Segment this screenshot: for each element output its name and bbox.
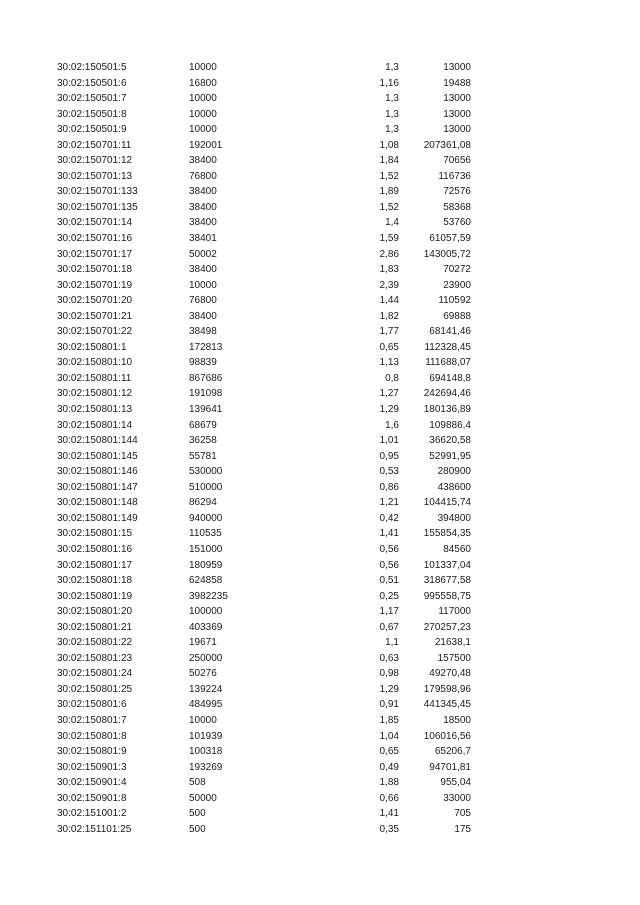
area-cell: 38400 [189, 310, 217, 322]
area-cell: 10000 [189, 62, 217, 73]
value-cell: 157500 [437, 652, 471, 664]
value-cell: 705 [454, 808, 471, 820]
coefficient-cell: 1,4 [385, 217, 399, 229]
coefficient-cell: 1,88 [379, 777, 399, 789]
data-table [0, 60, 640, 837]
area-cell: 10000 [189, 108, 217, 120]
area-cell: 86294 [189, 497, 217, 509]
table-row [0, 309, 640, 325]
area-cell: 38400 [189, 201, 217, 213]
cadastral-number-cell: 30:02:150701:19 [57, 279, 133, 291]
coefficient-cell: 2,86 [379, 248, 399, 260]
area-cell: 10000 [189, 714, 217, 726]
value-cell: 13000 [443, 124, 471, 136]
cadastral-number-cell: 30:02:150501:5 [57, 62, 127, 73]
coefficient-cell: 1,84 [379, 155, 399, 167]
area-cell: 38401 [189, 233, 217, 245]
value-cell: 23900 [443, 279, 471, 291]
area-cell: 500 [189, 823, 206, 835]
table-row [0, 60, 640, 76]
coefficient-cell: 0,91 [379, 699, 399, 711]
table-row [0, 760, 640, 776]
cadastral-number-cell: 30:02:150801:17 [57, 559, 133, 571]
cadastral-number-cell: 30:02:150801:13 [57, 404, 133, 416]
area-cell: 38400 [189, 186, 217, 198]
area-cell: 38400 [189, 264, 217, 276]
coefficient-cell: 0,65 [379, 746, 399, 758]
coefficient-cell: 1,77 [379, 326, 399, 338]
value-cell: 109886,4 [429, 419, 471, 431]
value-cell: 270257,23 [423, 621, 471, 633]
cadastral-number-cell: 30:02:150701:16 [57, 233, 133, 245]
cadastral-number-cell: 30:02:150701:135 [57, 201, 138, 213]
area-cell: 38400 [189, 155, 217, 167]
coefficient-cell: 1,41 [379, 808, 399, 820]
area-cell: 38498 [189, 326, 217, 338]
area-cell: 50002 [189, 248, 217, 260]
cadastral-number-cell: 30:02:150801:23 [57, 652, 133, 664]
value-cell: 111688,07 [425, 357, 471, 369]
table-row [0, 340, 640, 356]
table-row [0, 480, 640, 496]
coefficient-cell: 0,65 [379, 341, 399, 353]
table-row [0, 418, 640, 434]
value-cell: 53760 [443, 217, 471, 229]
value-cell: 19488 [443, 77, 471, 89]
table-row [0, 729, 640, 745]
cadastral-number-cell: 30:02:150801:25 [57, 683, 133, 695]
cadastral-number-cell: 30:02:150801:11 [57, 372, 132, 384]
area-cell: 191098 [189, 388, 223, 400]
table-row [0, 604, 640, 620]
cadastral-number-cell: 30:02:150801:148 [57, 497, 138, 509]
coefficient-cell: 1,27 [379, 388, 399, 400]
cadastral-number-cell: 30:02:150801:20 [57, 606, 133, 618]
coefficient-cell: 1,52 [379, 170, 399, 182]
value-cell: 36620,58 [429, 435, 471, 447]
cadastral-number-cell: 30:02:150801:149 [57, 512, 138, 524]
coefficient-cell: 1,3 [385, 124, 399, 136]
coefficient-cell: 1,29 [379, 683, 399, 695]
table-row [0, 247, 640, 263]
cadastral-number-cell: 30:02:150701:12 [57, 155, 133, 167]
cadastral-number-cell: 30:02:150801:16 [57, 543, 133, 555]
coefficient-cell: 0,8 [385, 372, 399, 384]
table-row [0, 775, 640, 791]
value-cell: 58368 [443, 201, 471, 213]
cadastral-number-cell: 30:02:150501:6 [57, 77, 127, 89]
table-row [0, 293, 640, 309]
table-row [0, 91, 640, 107]
area-cell: 484995 [189, 699, 223, 711]
coefficient-cell: 1,85 [379, 714, 399, 726]
value-cell: 694148,8 [429, 372, 471, 384]
value-cell: 441345,45 [423, 699, 471, 711]
table-row [0, 651, 640, 667]
value-cell: 69888 [443, 310, 471, 322]
table-row [0, 433, 640, 449]
cadastral-number-cell: 30:02:150801:8 [57, 730, 127, 742]
area-cell: 510000 [189, 481, 223, 493]
cadastral-number-cell: 30:02:150701:18 [57, 264, 133, 276]
coefficient-cell: 1,17 [379, 606, 399, 618]
value-cell: 280900 [437, 466, 471, 478]
table-row [0, 806, 640, 822]
value-cell: 116736 [438, 170, 471, 182]
cadastral-number-cell: 30:02:150701:11 [57, 139, 132, 151]
table-row [0, 215, 640, 231]
value-cell: 21638,1 [434, 637, 471, 649]
cadastral-number-cell: 30:02:150801:24 [57, 668, 133, 680]
cadastral-number-cell: 30:02:150801:7 [57, 714, 127, 726]
cadastral-number-cell: 30:02:150701:21 [57, 310, 133, 322]
table-row [0, 511, 640, 527]
coefficient-cell: 1,16 [379, 77, 399, 89]
value-cell: 955,04 [440, 777, 471, 789]
coefficient-cell: 0,49 [379, 761, 399, 773]
table-row [0, 822, 640, 838]
coefficient-cell: 0,35 [379, 823, 399, 835]
cadastral-number-cell: 30:02:150701:20 [57, 295, 133, 307]
area-cell: 50000 [189, 792, 217, 804]
table-row [0, 526, 640, 542]
value-cell: 72576 [443, 186, 471, 198]
table-row [0, 122, 640, 138]
value-cell: 207361,08 [423, 139, 471, 151]
table-row [0, 262, 640, 278]
cadastral-number-cell: 30:02:150701:13 [57, 170, 133, 182]
cadastral-number-cell: 30:02:150801:146 [57, 466, 138, 478]
table-row [0, 184, 640, 200]
coefficient-cell: 0,66 [379, 792, 399, 804]
table-row [0, 589, 640, 605]
coefficient-cell: 1,83 [379, 264, 399, 276]
area-cell: 10000 [189, 93, 217, 105]
area-cell: 250000 [189, 652, 223, 664]
cadastral-number-cell: 30:02:151101:25 [57, 823, 132, 835]
coefficient-cell: 1,3 [385, 108, 399, 120]
value-cell: 117000 [438, 606, 471, 618]
area-cell: 16800 [189, 77, 217, 89]
table-row [0, 402, 640, 418]
area-cell: 19671 [189, 637, 217, 649]
cadastral-number-cell: 30:02:151001:2 [57, 808, 127, 820]
coefficient-cell: 0,51 [379, 575, 399, 587]
value-cell: 61057,59 [429, 233, 471, 245]
cadastral-number-cell: 30:02:150801:15 [57, 528, 133, 540]
value-cell: 94701,81 [429, 761, 471, 773]
table-row [0, 791, 640, 807]
cadastral-number-cell: 30:02:150901:4 [57, 777, 127, 789]
table-row [0, 573, 640, 589]
area-cell: 76800 [189, 295, 217, 307]
table-row [0, 682, 640, 698]
table-row [0, 386, 640, 402]
area-cell: 50276 [189, 668, 217, 680]
cadastral-number-cell: 30:02:150801:9 [57, 746, 127, 758]
cadastral-number-cell: 30:02:150801:14 [57, 419, 133, 431]
area-cell: 38400 [189, 217, 217, 229]
area-cell: 100000 [189, 606, 223, 618]
value-cell: 49270,48 [429, 668, 471, 680]
coefficient-cell: 2,39 [379, 279, 399, 291]
cadastral-number-cell: 30:02:150801:144 [57, 435, 138, 447]
cadastral-number-cell: 30:02:150501:7 [57, 93, 127, 105]
area-cell: 55781 [189, 450, 217, 462]
table-row [0, 449, 640, 465]
table-row [0, 169, 640, 185]
cadastral-number-cell: 30:02:150801:21 [57, 621, 133, 633]
value-cell: 13000 [443, 108, 471, 120]
area-cell: 10000 [189, 279, 217, 291]
coefficient-cell: 0,25 [379, 590, 399, 602]
cadastral-number-cell: 30:02:150801:19 [57, 590, 133, 602]
area-cell: 180959 [189, 559, 223, 571]
table-row [0, 278, 640, 294]
area-cell: 508 [189, 777, 206, 789]
table-row [0, 464, 640, 480]
coefficient-cell: 1,08 [379, 139, 399, 151]
cadastral-number-cell: 30:02:150801:147 [57, 481, 138, 493]
area-cell: 100318 [189, 746, 223, 758]
coefficient-cell: 1,13 [379, 357, 399, 369]
value-cell: 179598,96 [423, 683, 471, 695]
coefficient-cell: 0,95 [379, 450, 399, 462]
coefficient-cell: 1,01 [379, 435, 399, 447]
cadastral-number-cell: 30:02:150801:10 [57, 357, 133, 369]
value-cell: 104415,74 [423, 497, 471, 509]
area-cell: 68679 [189, 419, 217, 431]
area-cell: 403369 [189, 621, 223, 633]
coefficient-cell: 0,98 [379, 668, 399, 680]
cadastral-number-cell: 30:02:150801:18 [57, 575, 133, 587]
coefficient-cell: 1,04 [379, 730, 399, 742]
value-cell: 84560 [443, 543, 471, 555]
value-cell: 18500 [443, 714, 471, 726]
cadastral-number-cell: 30:02:150801:12 [57, 388, 133, 400]
coefficient-cell: 0,86 [379, 481, 399, 493]
table-row [0, 542, 640, 558]
coefficient-cell: 1,89 [379, 186, 399, 198]
value-cell: 68141,46 [429, 326, 471, 338]
value-cell: 101337,04 [423, 559, 471, 571]
coefficient-cell: 0,67 [379, 621, 399, 633]
value-cell: 394800 [437, 512, 471, 524]
coefficient-cell: 1,3 [385, 62, 399, 73]
value-cell: 242694,46 [423, 388, 471, 400]
area-cell: 151000 [189, 543, 223, 555]
coefficient-cell: 1,82 [379, 310, 399, 322]
area-cell: 101939 [189, 730, 223, 742]
area-cell: 110535 [189, 528, 222, 540]
coefficient-cell: 0,56 [379, 559, 399, 571]
area-cell: 3982235 [189, 590, 228, 602]
table-row [0, 138, 640, 154]
table-row [0, 495, 640, 511]
cadastral-number-cell: 30:02:150701:22 [57, 326, 133, 338]
value-cell: 70656 [443, 155, 471, 167]
cadastral-number-cell: 30:02:150501:9 [57, 124, 127, 136]
cadastral-number-cell: 30:02:150801:22 [57, 637, 133, 649]
cadastral-number-cell: 30:02:150801:145 [57, 450, 138, 462]
value-cell: 52991,95 [429, 450, 471, 462]
table-row [0, 371, 640, 387]
area-cell: 940000 [189, 512, 223, 524]
coefficient-cell: 0,42 [379, 512, 399, 524]
area-cell: 530000 [189, 466, 223, 478]
table-row [0, 231, 640, 247]
table-row [0, 713, 640, 729]
cadastral-number-cell: 30:02:150801:1 [57, 341, 127, 353]
table-row [0, 620, 640, 636]
value-cell: 70272 [443, 264, 471, 276]
coefficient-cell: 0,63 [379, 652, 399, 664]
value-cell: 112328,45 [424, 341, 471, 353]
table-row [0, 355, 640, 371]
table-row [0, 558, 640, 574]
value-cell: 318677,58 [423, 575, 471, 587]
value-cell: 13000 [443, 93, 471, 105]
area-cell: 139641 [189, 404, 223, 416]
table-row [0, 744, 640, 760]
coefficient-cell: 1,59 [379, 233, 399, 245]
coefficient-cell: 0,56 [379, 543, 399, 555]
area-cell: 139224 [189, 683, 223, 695]
area-cell: 172813 [189, 341, 223, 353]
cadastral-number-cell: 30:02:150801:6 [57, 699, 127, 711]
cadastral-number-cell: 30:02:150701:133 [57, 186, 138, 198]
value-cell: 995558,75 [423, 590, 471, 602]
area-cell: 624858 [189, 575, 223, 587]
cadastral-number-cell: 30:02:150701:17 [57, 248, 133, 260]
value-cell: 175 [454, 823, 471, 835]
area-cell: 36258 [189, 435, 217, 447]
coefficient-cell: 1,52 [379, 201, 399, 213]
area-cell: 867686 [189, 372, 223, 384]
table-row [0, 200, 640, 216]
coefficient-cell: 1,44 [379, 295, 399, 307]
coefficient-cell: 1,6 [385, 419, 399, 431]
table-row [0, 697, 640, 713]
coefficient-cell: 1,3 [385, 93, 399, 105]
table-row [0, 107, 640, 123]
coefficient-cell: 1,21 [379, 497, 399, 509]
value-cell: 106016,56 [423, 730, 471, 742]
value-cell: 13000 [443, 62, 471, 73]
table-row [0, 666, 640, 682]
value-cell: 155854,35 [423, 528, 471, 540]
cadastral-number-cell: 30:02:150701:14 [57, 217, 133, 229]
area-cell: 76800 [189, 170, 217, 182]
cadastral-number-cell: 30:02:150501:8 [57, 108, 127, 120]
value-cell: 110592 [438, 295, 471, 307]
area-cell: 10000 [189, 124, 217, 136]
area-cell: 98839 [189, 357, 217, 369]
value-cell: 438600 [437, 481, 471, 493]
table-row [0, 324, 640, 340]
value-cell: 180136,89 [423, 404, 471, 416]
value-cell: 143005,72 [423, 248, 471, 260]
table-row [0, 635, 640, 651]
area-cell: 192001 [189, 139, 223, 151]
area-cell: 500 [189, 808, 206, 820]
coefficient-cell: 1,1 [385, 637, 399, 649]
coefficient-cell: 1,41 [379, 528, 399, 540]
area-cell: 193269 [189, 761, 223, 773]
coefficient-cell: 1,29 [379, 404, 399, 416]
cadastral-number-cell: 30:02:150901:3 [57, 761, 127, 773]
value-cell: 65206,7 [434, 746, 471, 758]
table-row [0, 153, 640, 169]
table-row [0, 76, 640, 92]
cadastral-number-cell: 30:02:150901:8 [57, 792, 127, 804]
coefficient-cell: 0,53 [379, 466, 399, 478]
value-cell: 33000 [443, 792, 471, 804]
